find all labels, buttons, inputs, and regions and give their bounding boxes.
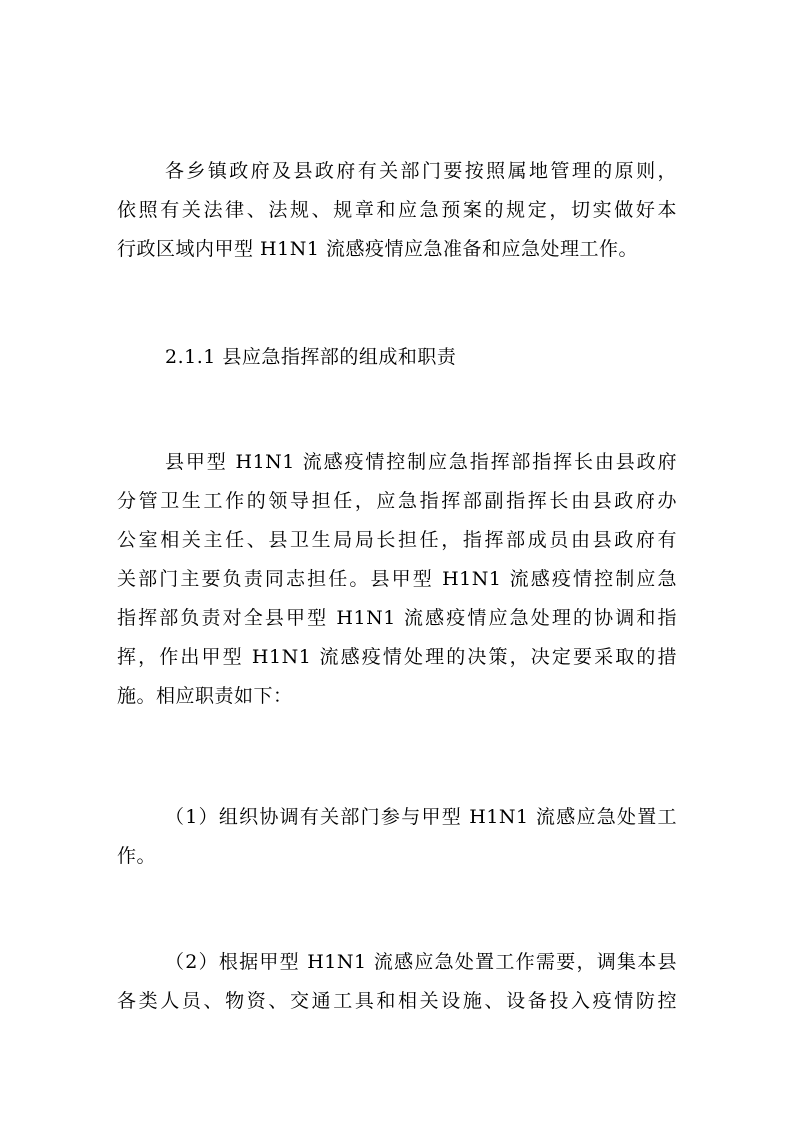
section-heading: [117, 338, 677, 377]
text-line: （2）根据甲型 H1N1 流感应急处置工作需要，调集本县: [165, 951, 677, 973]
heading-text: 2.1.1 县应急指挥部的组成和职责: [165, 346, 457, 368]
text-line: 作。: [117, 845, 157, 867]
text-line: 指挥部负责对全县甲型 H1N1 流感疫情应急处理的协调和指: [117, 607, 677, 629]
list-item-2: [117, 943, 677, 1021]
text-line: 行政区域内甲型 H1N1 流感疫情应急准备和应急处理工作。: [117, 238, 638, 260]
text-line: 各类人员、物资、交通工具和相关设施、设备投入疫情防控: [117, 990, 677, 1012]
list-item-1: [117, 798, 677, 876]
text-line: （1）组织协调有关部门参与甲型 H1N1 流感应急处置工: [165, 806, 677, 828]
paragraph-intro: [117, 152, 677, 269]
paragraph-command: [117, 443, 677, 716]
text-line: 县甲型 H1N1 流感疫情控制应急指挥部指挥长由县政府: [165, 451, 677, 473]
text-line: 施。相应职责如下：: [117, 685, 293, 707]
text-line: 公室相关主任、县卫生局局长担任，指挥部成员由县政府有: [117, 529, 677, 551]
text-line: 各乡镇政府及县政府有关部门要按照属地管理的原则，: [165, 160, 677, 182]
text-line: 依照有关法律、法规、规章和应急预案的规定，切实做好本: [117, 199, 677, 221]
text-line: 关部门主要负责同志担任。县甲型 H1N1 流感疫情控制应急: [117, 568, 677, 590]
text-line: 分管卫生工作的领导担任，应急指挥部副指挥长由县政府办: [117, 490, 677, 512]
text-line: 挥，作出甲型 H1N1 流感疫情处理的决策，决定要采取的措: [117, 646, 677, 668]
